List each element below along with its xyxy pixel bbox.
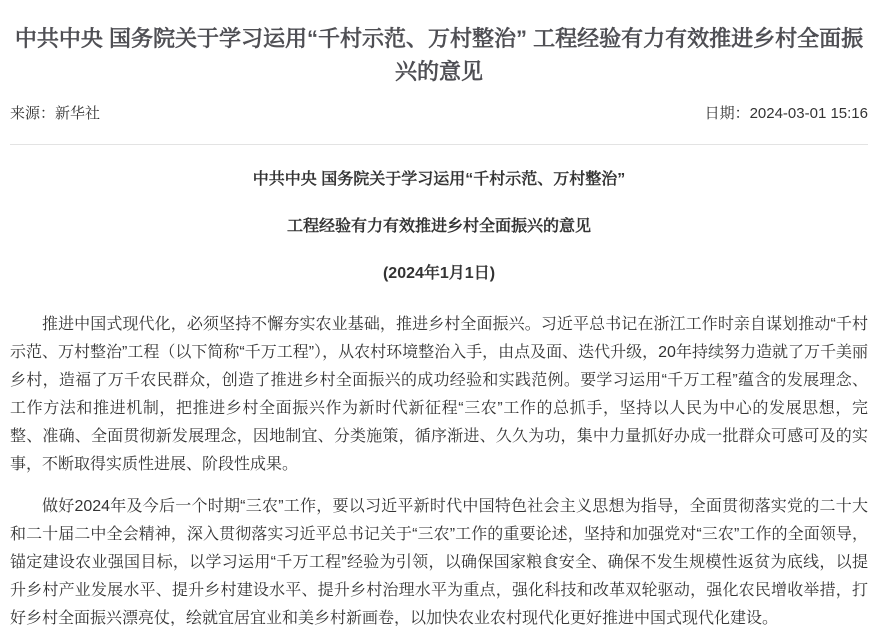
- document-date: (2024年1月1日): [382, 265, 496, 282]
- date-label: 日期：2024-03-01 15:16: [704, 105, 868, 122]
- source-label: 来源：新华社: [10, 105, 101, 122]
- document-title-line-2: 工程经验有力有效推进乡村全面振兴的意见: [286, 218, 591, 235]
- page-title: 中共中央 国务院关于学习运用“千村示范、万村整治” 工程经验有力有效推进乡村全面振兴的意见: [14, 26, 864, 84]
- article-body: [10, 145, 868, 626]
- document-title-line-1: 中共中央 国务院关于学习运用“千村示范、万村整治”: [252, 171, 626, 188]
- paragraph-1: 推进中国式现代化，必须坚持不懈夯实农业基础，推进乡村全面振兴。习近平总书记在浙江工作时亲自谋划推动“千村示范、万村整治”工程（以下简称“千万工程”），从农村环境整治入手，由点及面、迭代升级，20年持续努力造就了万千美丽乡村，造福了万千农民群众，创造了推进乡村全面振兴的成功经验和实践范例。要学习运用“千万工程”蕴含的发展理念、工作方法和推进机制，把推进乡村全面振兴作为新时代新征程“三农”工作的总抓手，坚持以人民为中心的发展思想，完整、准确、全面贯彻新发展理念，因地制宜、分类施策，循序渐进、久久为功，集中力量抓好办成一批群众可感可及的实事，不断取得实质性进展、阶段性成果。: [10, 316, 868, 473]
- paragraph-2: 做好2024年及今后一个时期“三农”工作，要以习近平新时代中国特色社会主义思想为指导，全面贯彻落实党的二十大和二十届二中全会精神，深入贯彻落实习近平总书记关于“三农”工作的重要论述，坚持和加强党对“三农”工作的全面领导，锚定建设农业强国目标，以学习运用“千万工程”经验为引领，以确保国家粮食安全、确保不发生规模性返贫为底线，以提升乡村产业发展水平、提升乡村建设水平、提升乡村治理水平为重点，强化科技和改革双轮驱动，强化农民增收举措，打好乡村全面振兴漂亮仗，绘就宜居宜业和美乡村新画卷，以加快农业农村现代化更好推进中国式现代化建设。: [10, 498, 868, 626]
- article-meta: [10, 105, 868, 123]
